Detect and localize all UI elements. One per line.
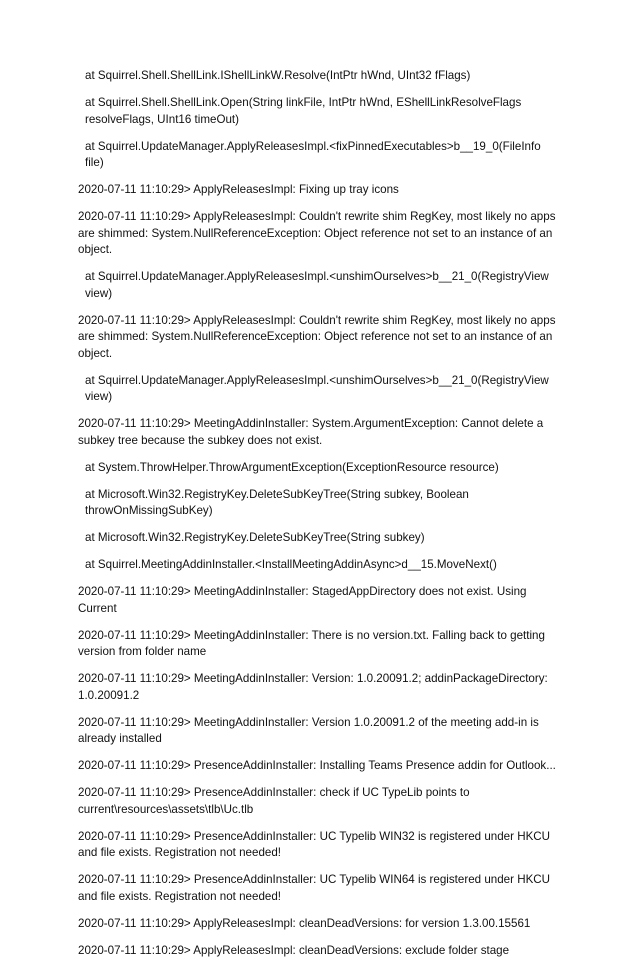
log-line: at Squirrel.UpdateManager.ApplyReleasesImpl.<unshimOurselves>b__21_0(RegistryView view) [85, 270, 549, 300]
log-line: at Squirrel.MeetingAddinInstaller.<InstallMeetingAddinAsync>d__15.MoveNext() [85, 558, 497, 571]
log-line: 2020-07-11 11:10:29> PresenceAddinInstaller: UC Typelib WIN32 is registered under HKCU and file exists. Registration not needed! [78, 829, 551, 859]
log-line: 2020-07-11 11:10:29> PresenceAddinInstaller: UC Typelib WIN64 is registered under HKCU and file exists. Registration not needed! [78, 873, 551, 903]
log-line: at Squirrel.UpdateManager.ApplyReleasesImpl.<fixPinnedExecutables>b__19_0(FileInfo file) [85, 139, 541, 169]
log-line: 2020-07-11 11:10:29> ApplyReleasesImpl: Couldn't rewrite shim RegKey, most likely no apps are shimmed: System.NullReferenceException: Object reference not set to an instance of an object. [78, 313, 556, 360]
log-line: at Squirrel.Shell.ShellLink.IShellLinkW.Resolve(IntPtr hWnd, UInt32 fFlags) [85, 69, 471, 82]
log-line: at Microsoft.Win32.RegistryKey.DeleteSubKeyTree(String subkey, Boolean throwOnMissingSubKey) [85, 487, 469, 517]
log-line: at Microsoft.Win32.RegistryKey.DeleteSubKeyTree(String subkey) [85, 531, 425, 544]
log-line: 2020-07-11 11:10:29> ApplyReleasesImpl: cleanDeadVersions: for version 1.3.00.15561 [78, 916, 531, 930]
log-line: 2020-07-11 11:10:29> MeetingAddinInstaller: Version: 1.0.20091.2; addinPackageDirectory: 1.0.20091.2 [78, 672, 548, 702]
log-line: 2020-07-11 11:10:29> PresenceAddinInstaller: check if UC TypeLib points to current\resources\assets\tlb\Uc.tlb [78, 786, 470, 816]
log-text-body [78, 68, 560, 970]
log-line: 2020-07-11 11:10:29> PresenceAddinInstaller: Installing Teams Presence addin for Outlook... [78, 759, 556, 772]
log-line: 2020-07-11 11:10:29> ApplyReleasesImpl: Fixing up tray icons [78, 183, 399, 196]
log-line: at Squirrel.Shell.ShellLink.Open(String linkFile, IntPtr hWnd, EShellLinkResolveFlags resolveFlags, UInt16 timeOut) [85, 96, 522, 126]
log-line: 2020-07-11 11:10:29> MeetingAddinInstaller: Version 1.0.20091.2 of the meeting add-in is already installed [78, 715, 539, 745]
log-line: 2020-07-11 11:10:29> MeetingAddinInstaller: StagedAppDirectory does not exist. Using Current [78, 585, 527, 615]
log-line: at Squirrel.UpdateManager.ApplyReleasesImpl.<unshimOurselves>b__21_0(RegistryView view) [85, 373, 549, 403]
log-line: 2020-07-11 11:10:29> ApplyReleasesImpl: cleanDeadVersions: exclude folder stage [78, 943, 510, 957]
log-line: at System.ThrowHelper.ThrowArgumentException(ExceptionResource resource) [85, 460, 499, 474]
log-line: 2020-07-11 11:10:29> MeetingAddinInstaller: System.ArgumentException: Cannot delete a subkey tree because the subkey does not exist. [78, 417, 544, 447]
log-line: 2020-07-11 11:10:29> ApplyReleasesImpl: Couldn't rewrite shim RegKey, most likely no apps are shimmed: System.NullReferenceException: Object reference not set to an instance of an object. [78, 210, 556, 256]
log-line: 2020-07-11 11:10:29> MeetingAddinInstaller: There is no version.txt. Falling back to getting version from folder name [78, 628, 545, 658]
